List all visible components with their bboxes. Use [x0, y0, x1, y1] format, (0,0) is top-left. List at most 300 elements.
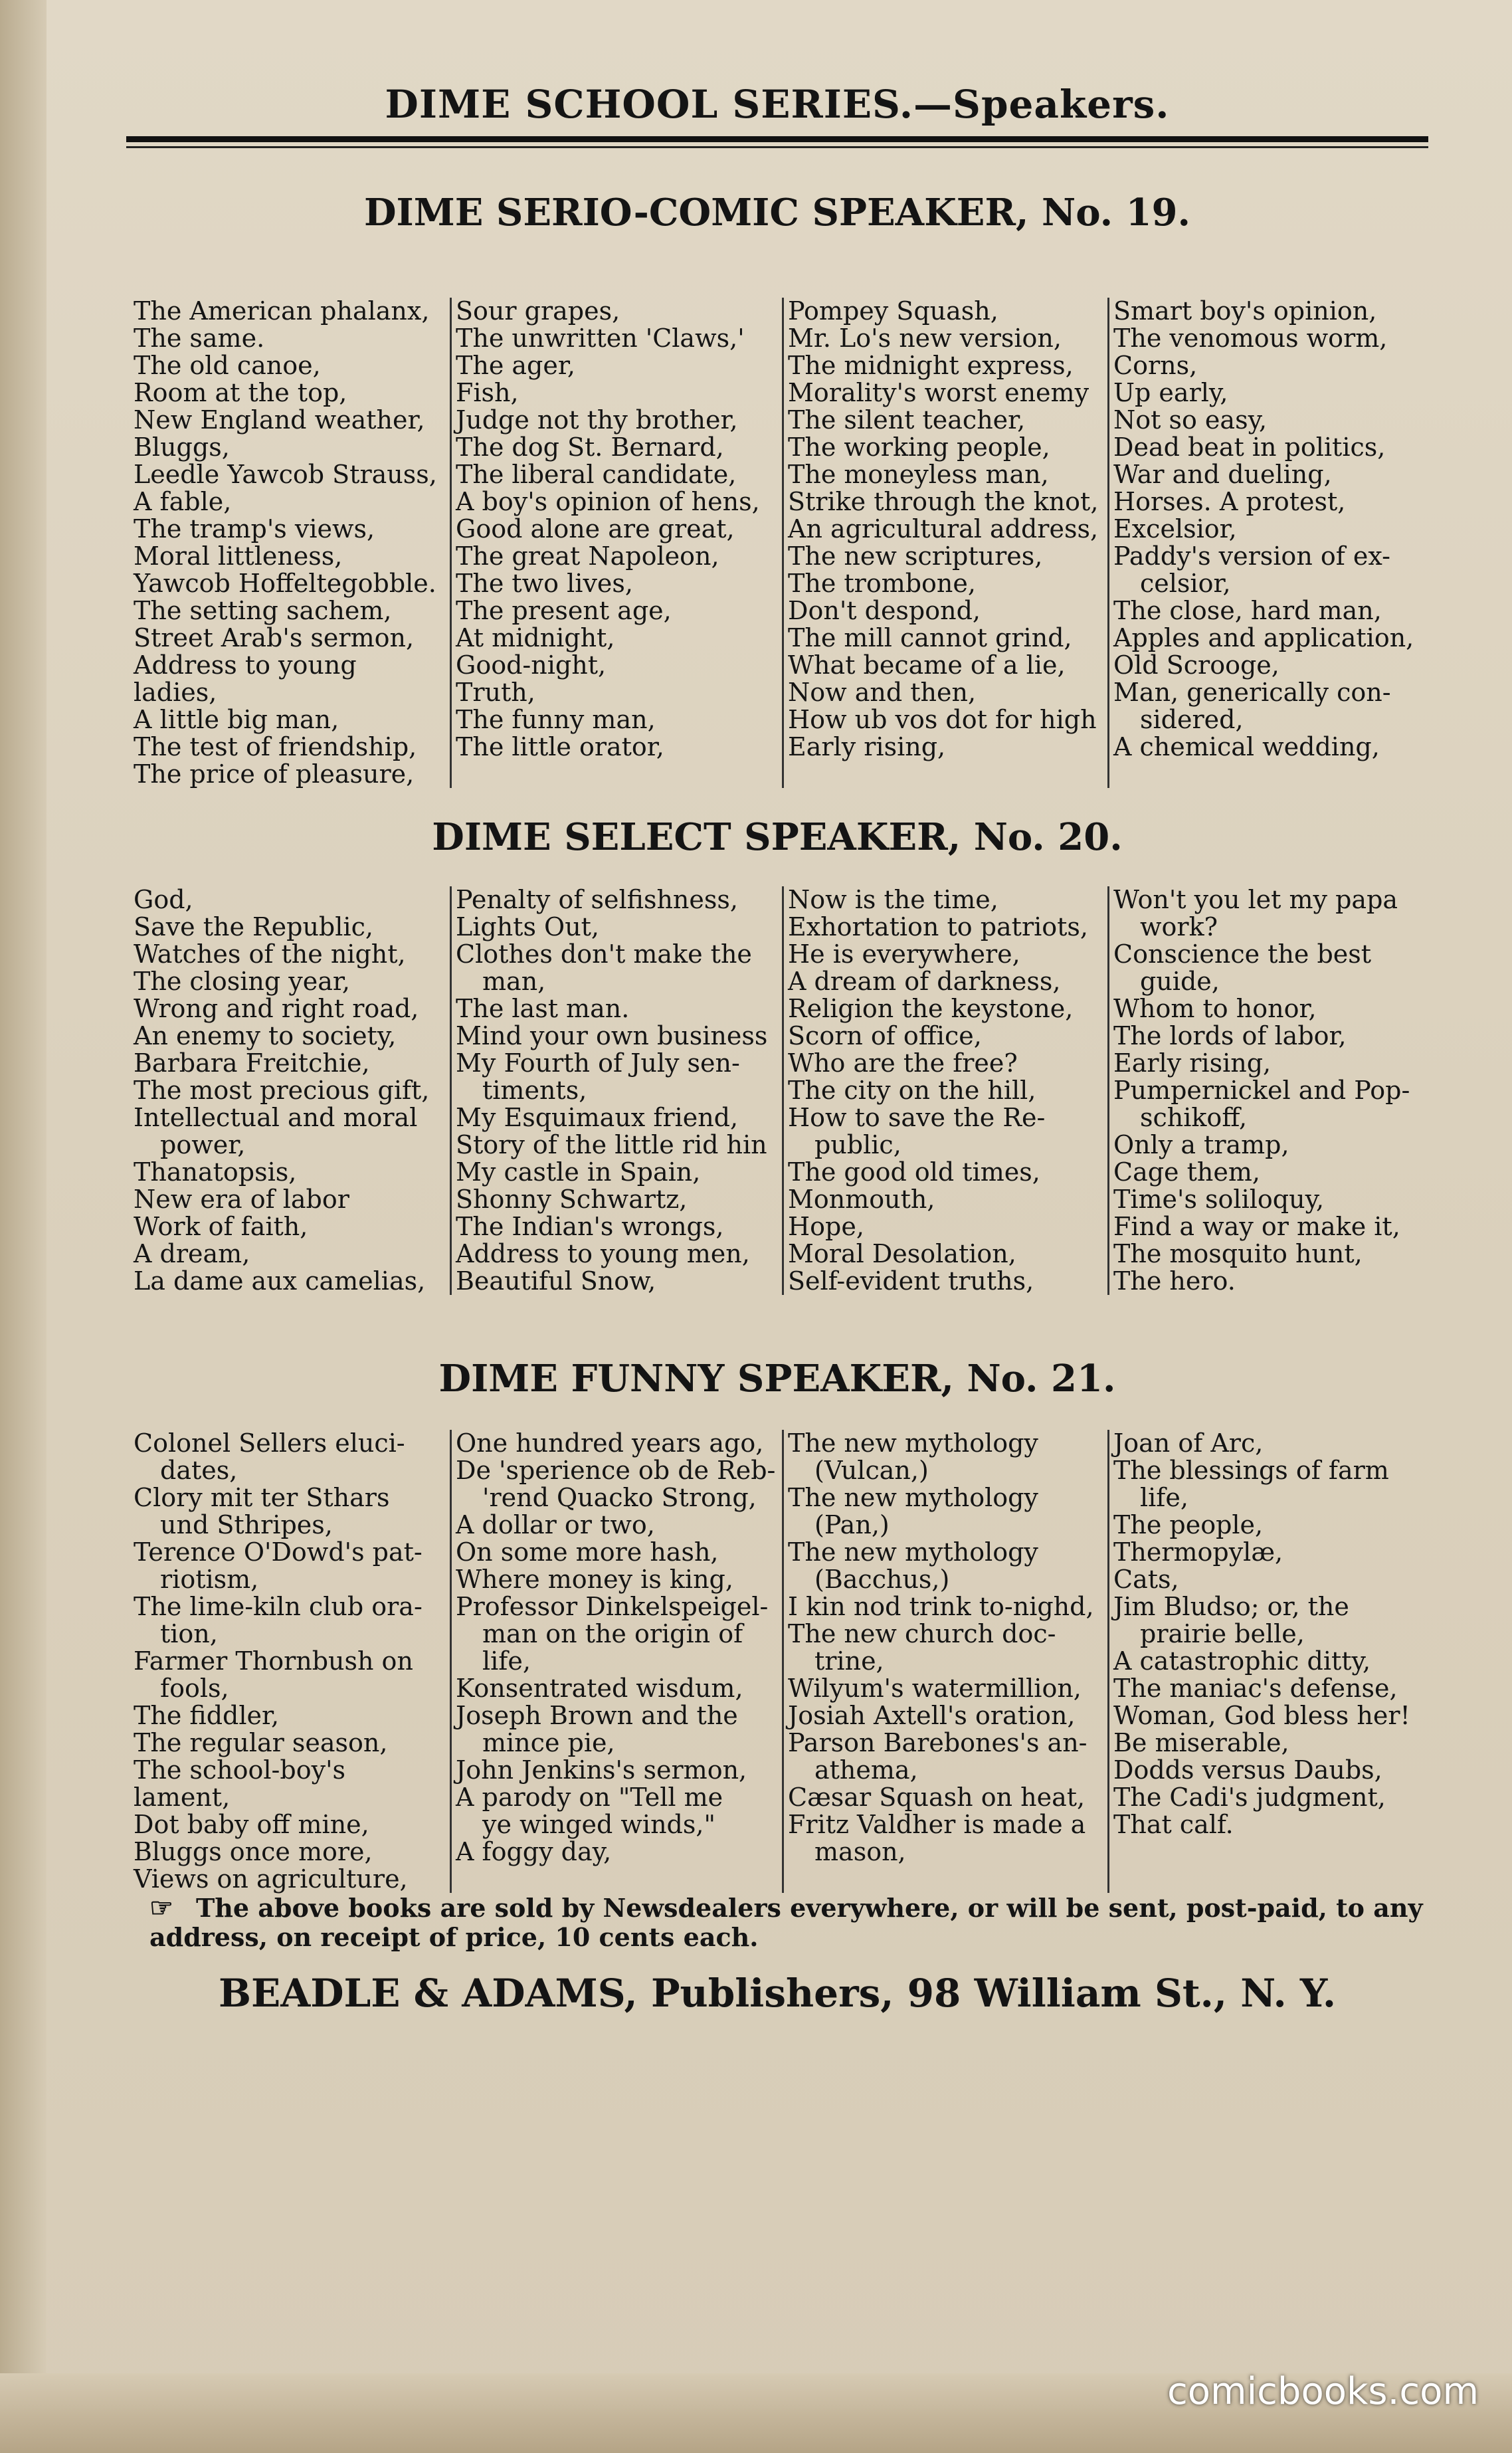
- list-item: [134, 1050, 446, 1077]
- list-item-text: Farmer Thornbush on: [134, 1646, 413, 1676]
- list-item: [788, 434, 1103, 461]
- list-item: [456, 1159, 778, 1186]
- list-item: [788, 1077, 1103, 1104]
- list-item-text: Yawcob Hoffeltegobble.: [134, 569, 436, 598]
- list-item-text: The unwritten 'Claws,': [456, 324, 745, 353]
- list-item-text: The working people,: [788, 433, 1050, 462]
- list-item: [788, 679, 1103, 706]
- list-item-text: Leedle Yawcob Strauss,: [134, 460, 437, 489]
- list-item: [788, 652, 1103, 679]
- list-item-text: A dollar or two,: [456, 1510, 655, 1539]
- list-item: [788, 1620, 1103, 1675]
- list-item-continuation: mason,: [814, 1837, 906, 1866]
- list-item-text: A dream,: [134, 1239, 250, 1268]
- site-watermark: comicbooks.com: [1167, 2370, 1479, 2413]
- list-item-text: The city on the hill,: [788, 1076, 1036, 1105]
- list-item-text: Find a way or make it,: [1113, 1212, 1400, 1241]
- list-item: [1113, 488, 1441, 516]
- list-item-text: Street Arab's sermon,: [134, 623, 415, 652]
- list-item-continuation: athema,: [814, 1755, 918, 1785]
- list-item-text: He is everywhere,: [788, 939, 1020, 969]
- list-item-text: Clothes don't make the: [456, 939, 752, 969]
- list-item-text: The people,: [1113, 1510, 1264, 1539]
- list-item-continuation: (Pan,): [814, 1510, 890, 1539]
- list-item-continuation: mince pie,: [482, 1728, 615, 1757]
- list-item: [1113, 1023, 1441, 1050]
- list-item: [456, 1512, 778, 1539]
- list-item-text: Konsentrated wisdum,: [456, 1674, 743, 1703]
- list-item: [456, 461, 778, 488]
- list-item-text: Story of the little rid hin: [456, 1130, 767, 1159]
- list-item-text: The tramp's views,: [134, 514, 375, 543]
- list-item-text: The venomous worm,: [1113, 324, 1388, 353]
- list-item-text: The trombone,: [788, 569, 976, 598]
- list-item: [134, 1430, 446, 1484]
- list-item: [134, 298, 446, 325]
- list-item-text: Apples and application,: [1113, 623, 1414, 652]
- list-item: [788, 1240, 1103, 1268]
- list-item-text: The test of friendship,: [134, 732, 417, 761]
- list-item: [134, 941, 446, 968]
- list-item-text: Now is the time,: [788, 885, 998, 914]
- list-item: [456, 1104, 778, 1131]
- list-item: [134, 1213, 446, 1240]
- column: [450, 886, 782, 1295]
- column: [130, 1430, 450, 1893]
- list-item: [134, 1811, 446, 1838]
- list-item-text: New England weather,: [134, 405, 425, 435]
- list-item: [1113, 1159, 1441, 1186]
- list-item: [456, 597, 778, 625]
- list-item: [456, 1430, 778, 1457]
- list-item: [134, 1186, 446, 1213]
- list-item-text: The Indian's wrongs,: [456, 1212, 724, 1241]
- list-item-text: The good old times,: [788, 1157, 1040, 1187]
- list-item: [134, 543, 446, 570]
- list-item-text: On some more hash,: [456, 1537, 719, 1567]
- list-item-text: The silent teacher,: [788, 405, 1026, 435]
- list-item: [134, 995, 446, 1023]
- list-item-text: The regular season,: [134, 1728, 388, 1757]
- list-item-text: That calf.: [1113, 1810, 1234, 1839]
- list-item-text: Monmouth,: [788, 1185, 935, 1214]
- list-item-text: The last man.: [456, 994, 630, 1023]
- header-rule-thin: [126, 146, 1428, 148]
- list-item: [134, 761, 446, 788]
- list-item-text: Good-night,: [456, 650, 607, 680]
- list-item-continuation: trine,: [814, 1646, 884, 1676]
- list-item-continuation: prairie belle,: [1140, 1619, 1305, 1648]
- list-item: [1113, 941, 1441, 995]
- list-item-text: Colonel Sellers eluci-: [134, 1428, 405, 1458]
- list-item: [1113, 1213, 1441, 1240]
- list-item-text: The little orator,: [456, 732, 664, 761]
- list-item-text: Views on agriculture,: [134, 1864, 408, 1894]
- list-item-text: Time's soliloquy,: [1113, 1185, 1325, 1214]
- list-item-text: Barbara Freitchie,: [134, 1048, 370, 1078]
- list-item: [456, 1566, 778, 1593]
- list-item: [1113, 652, 1441, 679]
- sales-note: [149, 1894, 1452, 1952]
- list-item: [134, 379, 446, 407]
- list-item: [788, 968, 1103, 995]
- list-item: [788, 734, 1103, 761]
- list-item: [456, 407, 778, 434]
- list-item-text: Intellectual and moral: [134, 1103, 418, 1132]
- list-item-continuation: dates,: [160, 1456, 238, 1485]
- list-item: [456, 679, 778, 706]
- list-item-text: Bluggs,: [134, 433, 230, 462]
- list-item: [788, 941, 1103, 968]
- list-item-text: Scorn of office,: [788, 1021, 982, 1050]
- list-item-text: Room at the top,: [134, 378, 347, 407]
- column: [782, 298, 1107, 788]
- list-item-text: The new mythology: [788, 1483, 1038, 1512]
- list-item-text: Cage them,: [1113, 1157, 1260, 1187]
- list-item: [1113, 597, 1441, 625]
- list-item-continuation: timents,: [482, 1076, 587, 1105]
- list-item-text: The midnight express,: [788, 351, 1074, 380]
- list-item: [1113, 995, 1441, 1023]
- list-item-text: The mill cannot grind,: [788, 623, 1072, 652]
- list-item-text: The new scriptures,: [788, 541, 1043, 571]
- list-item: [1113, 1186, 1441, 1213]
- list-item-text: Hope,: [788, 1212, 864, 1241]
- list-item-text: The two lives,: [456, 569, 633, 598]
- list-item-text: Thermopylæ,: [1113, 1537, 1283, 1567]
- list-item-text: Shonny Schwartz,: [456, 1185, 688, 1214]
- list-item-continuation: schikoff,: [1140, 1103, 1248, 1132]
- list-item-text: Moral littleness,: [134, 541, 343, 571]
- list-item: [456, 1186, 778, 1213]
- list-item-text: The most precious gift,: [134, 1076, 430, 1105]
- list-item-text: My Fourth of July sen-: [456, 1048, 740, 1078]
- list-item: [788, 1539, 1103, 1593]
- section-title-funny: DIME FUNNY SPEAKER, No. 21.: [438, 1357, 1116, 1401]
- list-item-text: Professor Dinkelspeigel-: [456, 1592, 769, 1621]
- list-item: [1113, 679, 1441, 734]
- list-item-text: Whom to honor,: [1113, 994, 1317, 1023]
- list-item-text: Thanatopsis,: [134, 1157, 297, 1187]
- list-item: [1113, 1268, 1441, 1295]
- list-item-continuation: sidered,: [1140, 705, 1244, 734]
- list-item: [134, 706, 446, 734]
- list-item-continuation: life,: [482, 1646, 531, 1676]
- list-item: [788, 516, 1103, 543]
- list-item: [1113, 1566, 1441, 1593]
- section-grid-select: [130, 886, 1445, 1295]
- list-item-text: Only a tramp,: [1113, 1130, 1289, 1159]
- sales-note-text: The above books are sold by Newsdealers everywhere, or will be sent, post-paid, to any address, on receipt of price, 10 cents each.: [149, 1893, 1423, 1952]
- list-item-text: The liberal candidate,: [456, 460, 737, 489]
- list-item: [1113, 1784, 1441, 1811]
- list-item-text: The close, hard man,: [1113, 596, 1382, 625]
- list-item-text: The blessings of farm: [1113, 1456, 1389, 1485]
- column: [130, 886, 450, 1295]
- list-item-text: Dodds versus Daubs,: [1113, 1755, 1382, 1785]
- list-item: [456, 352, 778, 379]
- list-item-text: Woman, God bless her!: [1113, 1701, 1410, 1730]
- column: [450, 298, 782, 788]
- list-item: [788, 1104, 1103, 1159]
- list-item: [134, 1729, 446, 1757]
- series-header: DIME SCHOOL SERIES.—Speakers.: [385, 82, 1170, 127]
- list-item: [134, 570, 446, 597]
- list-item-text: Conscience the best: [1113, 939, 1372, 969]
- list-item-text: Religion the keystone,: [788, 994, 1074, 1023]
- list-item: [788, 352, 1103, 379]
- list-item-continuation: power,: [160, 1130, 246, 1159]
- list-item: [456, 1050, 778, 1104]
- list-item: [788, 625, 1103, 652]
- list-item-text: Work of faith,: [134, 1212, 308, 1241]
- list-item: [788, 1023, 1103, 1050]
- list-item: [456, 1457, 778, 1512]
- list-item-text: Bluggs once more,: [134, 1837, 373, 1866]
- list-item: [788, 914, 1103, 941]
- list-item: [456, 941, 778, 995]
- list-item: [134, 1484, 446, 1539]
- list-item: [134, 1593, 446, 1648]
- list-item-text: The price of pleasure,: [134, 759, 415, 789]
- list-item: [456, 543, 778, 570]
- list-item: [1113, 734, 1441, 761]
- list-item: [134, 914, 446, 941]
- list-item: [134, 652, 446, 706]
- list-item-text: De 'sperience ob de Reb-: [456, 1456, 776, 1485]
- list-item: [788, 1186, 1103, 1213]
- column: [1107, 886, 1445, 1295]
- list-item: [134, 625, 446, 652]
- list-item: [788, 1268, 1103, 1295]
- list-item: [1113, 1702, 1441, 1729]
- list-item-text: A boy's opinion of hens,: [456, 487, 760, 516]
- list-item-text: The funny man,: [456, 705, 656, 734]
- list-item-text: A dream of darkness,: [788, 967, 1061, 996]
- list-item-text: Won't you let my papa: [1113, 885, 1398, 914]
- list-item-text: Judge not thy brother,: [456, 405, 738, 435]
- list-item: [1113, 1648, 1441, 1675]
- list-item: [1113, 1240, 1441, 1268]
- list-item: [456, 434, 778, 461]
- column: [782, 886, 1107, 1295]
- list-item: [456, 1213, 778, 1240]
- list-item: [456, 1838, 778, 1866]
- list-item: [456, 570, 778, 597]
- list-item: [456, 886, 778, 914]
- list-item-text: Not so easy,: [1113, 405, 1268, 435]
- section-title-serio-comic: DIME SERIO-COMIC SPEAKER, No. 19.: [363, 191, 1190, 235]
- list-item: [456, 995, 778, 1023]
- list-item: [456, 379, 778, 407]
- list-item: [134, 1077, 446, 1104]
- column: [130, 298, 450, 788]
- list-item: [456, 298, 778, 325]
- list-item-text: The moneyless man,: [788, 460, 1049, 489]
- list-item-text: Beautiful Snow,: [456, 1266, 656, 1296]
- list-item: [134, 352, 446, 379]
- list-item-text: Clory mit ter Sthars: [134, 1483, 390, 1512]
- list-item: [134, 968, 446, 995]
- list-item: [456, 1593, 778, 1675]
- column: [782, 1430, 1107, 1893]
- list-item: [456, 1268, 778, 1295]
- list-item-text: A catastrophic ditty,: [1113, 1646, 1371, 1676]
- list-item: [788, 1050, 1103, 1077]
- list-item: [134, 1023, 446, 1050]
- section-title-select: DIME SELECT SPEAKER, No. 20.: [432, 815, 1123, 859]
- list-item: [1113, 1757, 1441, 1784]
- list-item: [1113, 625, 1441, 652]
- list-item: [1113, 379, 1441, 407]
- list-item: [1113, 298, 1441, 325]
- list-item: [134, 1539, 446, 1593]
- list-item: [788, 379, 1103, 407]
- list-item-text: Jim Bludso; or, the: [1113, 1592, 1349, 1621]
- list-item: [1113, 1593, 1441, 1648]
- list-item-continuation: und Sthripes,: [160, 1510, 333, 1539]
- list-item: [134, 597, 446, 625]
- list-item: [134, 1104, 446, 1159]
- list-item: [788, 597, 1103, 625]
- list-item-text: Address to young ladies,: [134, 650, 357, 707]
- list-item-text: Wilyum's watermillion,: [788, 1674, 1082, 1703]
- list-item-text: My castle in Spain,: [456, 1157, 701, 1187]
- list-item-text: Sour grapes,: [456, 296, 620, 326]
- list-item-text: Truth,: [456, 678, 535, 707]
- list-item: [788, 706, 1103, 734]
- list-item: [788, 1702, 1103, 1729]
- list-item-text: The maniac's defense,: [1113, 1674, 1398, 1703]
- list-item-text: Terence O'Dowd's pat-: [134, 1537, 423, 1567]
- list-item: [788, 1811, 1103, 1866]
- list-item-text: The new church doc-: [788, 1619, 1056, 1648]
- list-item-text: Morality's worst enemy: [788, 378, 1089, 407]
- list-item: [1113, 434, 1441, 461]
- list-item-text: A foggy day,: [456, 1837, 612, 1866]
- list-item-continuation: man,: [482, 967, 546, 996]
- list-item: [134, 516, 446, 543]
- list-item-text: Pumpernickel and Pop-: [1113, 1076, 1410, 1105]
- list-item: [788, 543, 1103, 570]
- list-item-continuation: life,: [1140, 1483, 1188, 1512]
- list-item: [788, 886, 1103, 914]
- list-item: [134, 1866, 446, 1893]
- list-item: [456, 516, 778, 543]
- list-item-continuation: (Bacchus,): [814, 1565, 950, 1594]
- list-item-text: The new mythology: [788, 1537, 1038, 1567]
- list-item: [1113, 543, 1441, 597]
- list-item-text: The lime-kiln club ora-: [134, 1592, 423, 1621]
- list-item-text: A little big man,: [134, 705, 339, 734]
- list-item: [1113, 1539, 1441, 1566]
- list-item-text: Self-evident truths,: [788, 1266, 1034, 1296]
- list-item: [788, 298, 1103, 325]
- list-item-text: Good alone are great,: [456, 514, 735, 543]
- list-item-continuation: public,: [814, 1130, 901, 1159]
- list-item: [1113, 886, 1441, 941]
- list-item-text: Where money is king,: [456, 1565, 733, 1594]
- list-item-text: How to save the Re-: [788, 1103, 1046, 1132]
- publisher-line: BEADLE & ADAMS, Publishers, 98 William St., N. Y.: [218, 1971, 1337, 2016]
- list-item-text: The Cadi's judgment,: [1113, 1783, 1386, 1812]
- list-item: [134, 1838, 446, 1866]
- list-item: [456, 1784, 778, 1838]
- list-item-text: I kin nod trink to-nighd,: [788, 1592, 1094, 1621]
- list-item: [1113, 407, 1441, 434]
- list-item: [134, 734, 446, 761]
- list-item: [134, 434, 446, 461]
- list-item-text: Corns,: [1113, 351, 1198, 380]
- list-item-text: Don't despond,: [788, 596, 981, 625]
- list-item-continuation: work?: [1140, 912, 1218, 941]
- list-item: [134, 886, 446, 914]
- list-item: [1113, 325, 1441, 352]
- list-item-text: A fable,: [134, 487, 232, 516]
- list-item-text: Pompey Squash,: [788, 296, 998, 326]
- list-item-continuation: tion,: [160, 1619, 218, 1648]
- list-item: [456, 914, 778, 941]
- list-item: [788, 995, 1103, 1023]
- list-item-text: Early rising,: [1113, 1048, 1272, 1078]
- list-item: [456, 706, 778, 734]
- list-item: [788, 488, 1103, 516]
- list-item-text: Moral Desolation,: [788, 1239, 1016, 1268]
- list-item: [134, 488, 446, 516]
- section-grid-funny: [130, 1430, 1445, 1893]
- list-item: [1113, 1131, 1441, 1159]
- list-item-text: Address to young men,: [456, 1239, 750, 1268]
- list-item-text: The fiddler,: [134, 1701, 280, 1730]
- list-item-text: Fritz Valdher is made a: [788, 1810, 1086, 1839]
- list-item-text: Be miserable,: [1113, 1728, 1289, 1757]
- column: [1107, 298, 1445, 788]
- list-item-text: One hundred years ago,: [456, 1428, 764, 1458]
- section-grid-serio-comic: [130, 298, 1445, 788]
- list-item-text: John Jenkins's sermon,: [456, 1755, 747, 1785]
- list-item-text: God,: [134, 885, 193, 914]
- list-item: [134, 1240, 446, 1268]
- list-item-text: What became of a lie,: [788, 650, 1066, 680]
- list-item: [456, 625, 778, 652]
- list-item-text: Smart boy's opinion,: [1113, 296, 1377, 326]
- list-item: [456, 1240, 778, 1268]
- list-item-text: The hero.: [1113, 1266, 1236, 1296]
- list-item-text: Now and then,: [788, 678, 977, 707]
- list-item: [788, 1430, 1103, 1484]
- list-item-text: Lights Out,: [456, 912, 600, 941]
- list-item-text: Penalty of selfishness,: [456, 885, 738, 914]
- list-item: [1113, 1050, 1441, 1077]
- list-item-text: The school-boy's lament,: [134, 1755, 346, 1812]
- list-item: [788, 461, 1103, 488]
- list-item: [1113, 1675, 1441, 1702]
- list-item-text: How ub vos dot for high: [788, 705, 1097, 734]
- list-item: [134, 1702, 446, 1729]
- list-item: [1113, 1077, 1441, 1131]
- list-item-text: Horses. A protest,: [1113, 487, 1346, 516]
- list-item: [456, 325, 778, 352]
- list-item-text: Up early,: [1113, 378, 1228, 407]
- list-item: [456, 1023, 778, 1050]
- list-item-text: Wrong and right road,: [134, 994, 419, 1023]
- pointing-hand-icon: ☞: [149, 1892, 173, 1923]
- list-item-text: Joan of Arc,: [1113, 1428, 1264, 1458]
- list-item-text: Old Scrooge,: [1113, 650, 1279, 680]
- list-item: [134, 325, 446, 352]
- list-item: [788, 1593, 1103, 1620]
- list-item-text: An enemy to society,: [134, 1021, 397, 1050]
